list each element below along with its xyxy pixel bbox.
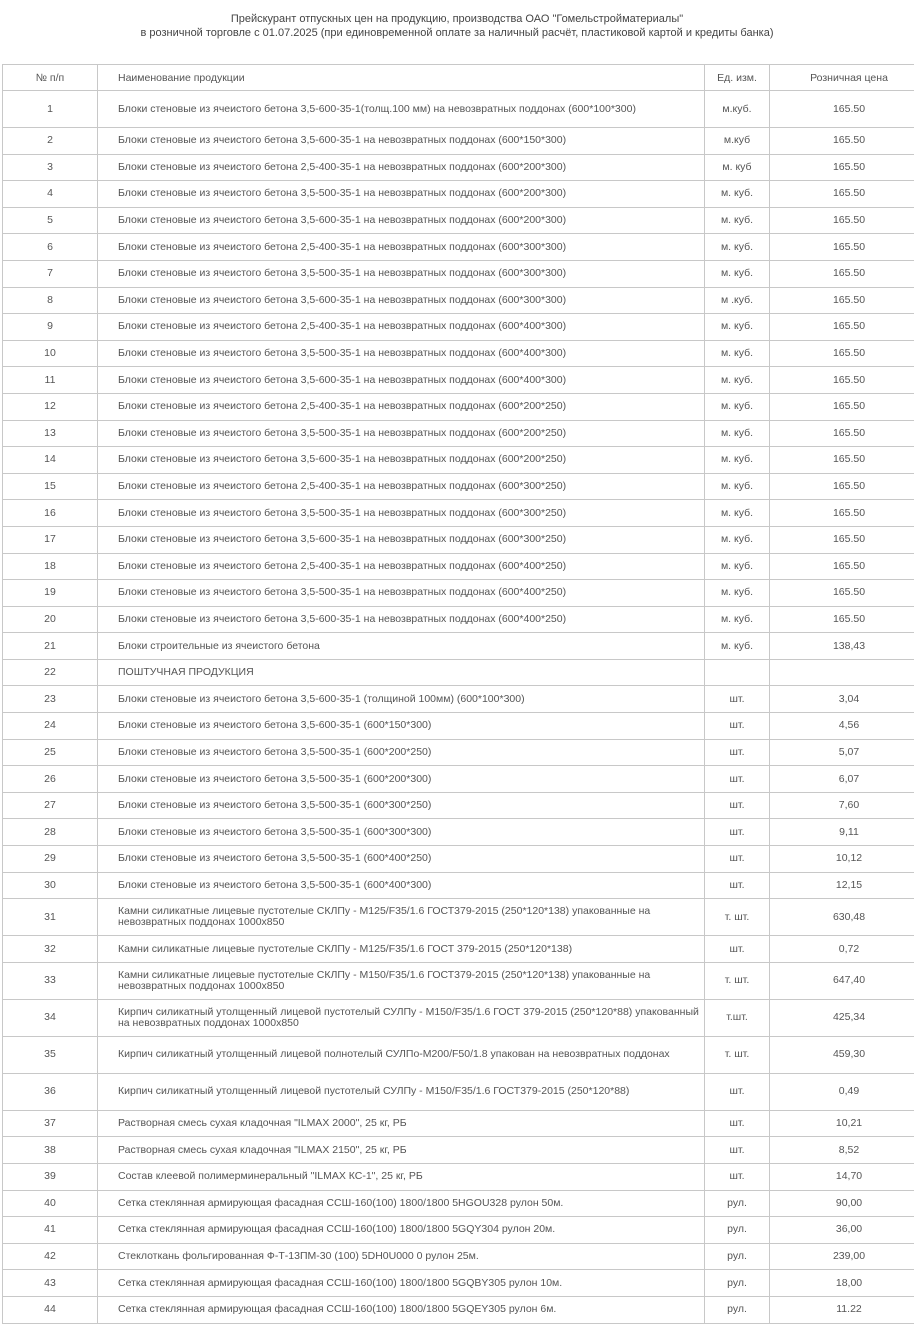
cell-num: 11 — [3, 367, 98, 394]
cell-price: 138,43 — [770, 633, 914, 660]
cell-unit: м. куб. — [705, 633, 770, 660]
table-row — [3, 1190, 914, 1217]
cell-unit: м .куб. — [705, 287, 770, 314]
cell-num: 6 — [3, 234, 98, 261]
table-row — [3, 1073, 914, 1110]
cell-unit: м. куб. — [705, 393, 770, 420]
cell-num: 19 — [3, 580, 98, 607]
header-num: № п/п — [3, 65, 98, 91]
table-row — [3, 580, 914, 607]
cell-price: 165.50 — [770, 447, 914, 474]
table-row — [3, 846, 914, 873]
page-title — [0, 12, 914, 40]
cell-price: 10,21 — [770, 1110, 914, 1137]
cell-name: Блоки стеновые из ячеистого бетона 3,5-500-35-1 на невозвратных поддонах (600*400*250) — [98, 580, 705, 607]
cell-name: Блоки стеновые из ячеистого бетона 2,5-400-35-1 на невозвратных поддонах (600*200*300) — [98, 154, 705, 181]
cell-price: 0,72 — [770, 936, 914, 963]
table-row — [3, 1217, 914, 1244]
cell-name: Блоки стеновые из ячеистого бетона 3,5-500-35-1 на невозвратных поддонах (600*300*250) — [98, 500, 705, 527]
cell-name: Кирпич силикатный утолщенный лицевой пустотелый СУЛПу - М150/F35/1.6 ГОСТ379-2015 (250*120*88) — [98, 1073, 705, 1110]
cell-num: 12 — [3, 393, 98, 420]
table-row — [3, 553, 914, 580]
table-row — [3, 420, 914, 447]
cell-price: 165.50 — [770, 500, 914, 527]
cell-unit: т. шт. — [705, 1036, 770, 1073]
table-row — [3, 1243, 914, 1270]
cell-price: 165.50 — [770, 553, 914, 580]
cell-num: 40 — [3, 1190, 98, 1217]
cell-unit: шт. — [705, 936, 770, 963]
header-name: Наименование продукции — [98, 65, 705, 91]
cell-unit: м. куб. — [705, 260, 770, 287]
cell-price: 18,00 — [770, 1270, 914, 1297]
table-header-row — [3, 65, 914, 91]
cell-name: Камни силикатные лицевые пустотелые СКЛПу - М125/F35/1.6 ГОСТ379-2015 (250*120*138) упакованные на невозвратных поддонах 1000х850 — [98, 899, 705, 936]
cell-unit: м. куб. — [705, 553, 770, 580]
cell-num: 36 — [3, 1073, 98, 1110]
cell-price: 425,34 — [770, 999, 914, 1036]
table-row — [3, 1137, 914, 1164]
cell-unit: рул. — [705, 1190, 770, 1217]
cell-unit: шт. — [705, 1137, 770, 1164]
cell-name: Блоки стеновые из ячеистого бетона 3,5-600-35-1 на невозвратных поддонах (600*200*250) — [98, 447, 705, 474]
cell-name: Стеклоткань фольгированная Ф-Т-13ПМ-30 (100) 5DH0U000 0 рулон 25м. — [98, 1243, 705, 1270]
cell-price: 459,30 — [770, 1036, 914, 1073]
cell-unit: т. шт. — [705, 899, 770, 936]
cell-price: 647,40 — [770, 962, 914, 999]
cell-unit: шт. — [705, 872, 770, 899]
cell-num: 23 — [3, 686, 98, 713]
table-row — [3, 659, 914, 686]
cell-unit: м. куб. — [705, 367, 770, 394]
table-row — [3, 314, 914, 341]
cell-unit: рул. — [705, 1270, 770, 1297]
cell-unit: м.куб — [705, 128, 770, 155]
cell-unit: м. куб. — [705, 447, 770, 474]
table-row — [3, 260, 914, 287]
cell-name: Сетка стеклянная армирующая фасадная ССШ-160(100) 1800/1800 5HGOU328 рулон 50м. — [98, 1190, 705, 1217]
cell-name: Блоки стеновые из ячеистого бетона 2,5-400-35-1 на невозвратных поддонах (600*400*300) — [98, 314, 705, 341]
cell-unit: шт. — [705, 819, 770, 846]
title-line-1: Прейскурант отпускных цен на продукцию, производства ОАО "Гомельстройматериалы" — [230, 13, 684, 25]
table-row — [3, 962, 914, 999]
cell-price: 165.50 — [770, 154, 914, 181]
cell-price: 165.50 — [770, 314, 914, 341]
cell-price: 165.50 — [770, 367, 914, 394]
cell-name: Растворная смесь сухая кладочная "ILMAX 2150", 25 кг, РБ — [98, 1137, 705, 1164]
cell-price: 630,48 — [770, 899, 914, 936]
cell-unit: м. куб. — [705, 181, 770, 208]
table-row — [3, 713, 914, 740]
cell-price: 0,49 — [770, 1073, 914, 1110]
cell-name: Блоки стеновые из ячеистого бетона 3,5-500-35-1 на невозвратных поддонах (600*400*300) — [98, 340, 705, 367]
cell-price: 14,70 — [770, 1164, 914, 1191]
cell-name: Сетка стеклянная армирующая фасадная ССШ-160(100) 1800/1800 5GQBY305 рулон 10м. — [98, 1270, 705, 1297]
cell-num: 8 — [3, 287, 98, 314]
cell-num: 4 — [3, 181, 98, 208]
cell-name: Блоки стеновые из ячеистого бетона 3,5-600-35-1 на невозвратных поддонах (600*200*300) — [98, 207, 705, 234]
cell-name: Блоки стеновые из ячеистого бетона 3,5-600-35-1 (600*150*300) — [98, 713, 705, 740]
cell-num: 39 — [3, 1164, 98, 1191]
table-row — [3, 606, 914, 633]
table-row — [3, 1110, 914, 1137]
cell-num: 22 — [3, 659, 98, 686]
cell-price: 165.50 — [770, 526, 914, 553]
cell-num: 10 — [3, 340, 98, 367]
cell-unit: рул. — [705, 1217, 770, 1244]
cell-unit: шт. — [705, 792, 770, 819]
cell-num: 1 — [3, 91, 98, 128]
cell-unit: м. куб. — [705, 500, 770, 527]
table-row — [3, 1296, 914, 1323]
cell-num: 21 — [3, 633, 98, 660]
table-row — [3, 340, 914, 367]
cell-num: 34 — [3, 999, 98, 1036]
title-line-2: в розничной торговле с 01.07.2025 (при единовременной оплате за наличный расчёт, пластиковой картой и кредиты банка) — [140, 27, 774, 39]
cell-num: 20 — [3, 606, 98, 633]
table-row — [3, 181, 914, 208]
cell-price: 6,07 — [770, 766, 914, 793]
cell-price: 90,00 — [770, 1190, 914, 1217]
cell-price: 165.50 — [770, 393, 914, 420]
cell-unit: м. куб. — [705, 526, 770, 553]
cell-price: 10,12 — [770, 846, 914, 873]
cell-price: 165.50 — [770, 420, 914, 447]
cell-name: Блоки стеновые из ячеистого бетона 3,5-500-35-1 на невозвратных поддонах (600*200*250) — [98, 420, 705, 447]
cell-unit: рул. — [705, 1296, 770, 1323]
cell-unit: рул. — [705, 1243, 770, 1270]
table-row — [3, 447, 914, 474]
cell-num: 18 — [3, 553, 98, 580]
table-row — [3, 792, 914, 819]
table-row — [3, 1164, 914, 1191]
table-row — [3, 899, 914, 936]
cell-num: 15 — [3, 473, 98, 500]
cell-num: 41 — [3, 1217, 98, 1244]
cell-unit: м. куб. — [705, 473, 770, 500]
cell-name: Блоки стеновые из ячеистого бетона 3,5-600-35-1 на невозвратных поддонах (600*300*300) — [98, 287, 705, 314]
table-row — [3, 1036, 914, 1073]
table-row — [3, 936, 914, 963]
cell-price: 239,00 — [770, 1243, 914, 1270]
cell-unit: м. куб. — [705, 580, 770, 607]
cell-unit: м. куб. — [705, 314, 770, 341]
cell-num: 7 — [3, 260, 98, 287]
table-body — [3, 91, 914, 1324]
cell-num: 42 — [3, 1243, 98, 1270]
cell-num: 33 — [3, 962, 98, 999]
cell-price: 165.50 — [770, 580, 914, 607]
cell-price: 165.50 — [770, 340, 914, 367]
cell-price: 165.50 — [770, 473, 914, 500]
cell-name: Кирпич силикатный утолщенный лицевой пустотелый СУЛПу - М150/F35/1.6 ГОСТ 379-2015 (250*120*88) упакованный на невозвратных поддонах 1000х850 — [98, 999, 705, 1036]
cell-name: Блоки стеновые из ячеистого бетона 3,5-500-35-1 (600*300*250) — [98, 792, 705, 819]
cell-name: Сетка стеклянная армирующая фасадная ССШ-160(100) 1800/1800 5GQEY305 рулон 6м. — [98, 1296, 705, 1323]
cell-num: 44 — [3, 1296, 98, 1323]
cell-price: 36,00 — [770, 1217, 914, 1244]
cell-name: Блоки стеновые из ячеистого бетона 3,5-600-35-1 на невозвратных поддонах (600*300*250) — [98, 526, 705, 553]
cell-unit — [705, 659, 770, 686]
cell-num: 37 — [3, 1110, 98, 1137]
cell-num: 25 — [3, 739, 98, 766]
table-row — [3, 872, 914, 899]
cell-price: 12,15 — [770, 872, 914, 899]
cell-num: 30 — [3, 872, 98, 899]
table-row — [3, 633, 914, 660]
cell-num: 17 — [3, 526, 98, 553]
cell-price: 165.50 — [770, 207, 914, 234]
cell-num: 27 — [3, 792, 98, 819]
cell-price: 5,07 — [770, 739, 914, 766]
cell-unit: шт. — [705, 1110, 770, 1137]
cell-price: 11.22 — [770, 1296, 914, 1323]
cell-unit: шт. — [705, 766, 770, 793]
cell-num: 2 — [3, 128, 98, 155]
cell-num: 32 — [3, 936, 98, 963]
table-row — [3, 154, 914, 181]
table-row — [3, 819, 914, 846]
cell-unit: м. куб. — [705, 234, 770, 261]
header-unit: Ед. изм. — [705, 65, 770, 91]
cell-price: 8,52 — [770, 1137, 914, 1164]
cell-name: Блоки стеновые из ячеистого бетона 3,5-500-35-1 (600*200*250) — [98, 739, 705, 766]
header-price: Розничная цена — [770, 65, 914, 91]
cell-name: Кирпич силикатный утолщенный лицевой полнотелый СУЛПо-М200/F50/1.8 упакован на невозвратных поддонах — [98, 1036, 705, 1073]
cell-price: 165.50 — [770, 128, 914, 155]
cell-num: 9 — [3, 314, 98, 341]
cell-num: 24 — [3, 713, 98, 740]
cell-num: 31 — [3, 899, 98, 936]
cell-name: Блоки стеновые из ячеистого бетона 3,5-500-35-1 на невозвратных поддонах (600*300*300) — [98, 260, 705, 287]
cell-num: 35 — [3, 1036, 98, 1073]
cell-num: 26 — [3, 766, 98, 793]
table-row — [3, 367, 914, 394]
cell-price: 165.50 — [770, 234, 914, 261]
cell-name: Блоки стеновые из ячеистого бетона 3,5-600-35-1 (толщиной 100мм) (600*100*300) — [98, 686, 705, 713]
cell-unit: м.куб. — [705, 91, 770, 128]
cell-name: Блоки стеновые из ячеистого бетона 3,5-600-35-1 на невозвратных поддонах (600*150*300) — [98, 128, 705, 155]
cell-num: 29 — [3, 846, 98, 873]
cell-name: Сетка стеклянная армирующая фасадная ССШ-160(100) 1800/1800 5GQY304 рулон 20м. — [98, 1217, 705, 1244]
cell-name: Блоки стеновые из ячеистого бетона 2,5-400-35-1 на невозвратных поддонах (600*300*250) — [98, 473, 705, 500]
cell-num: 16 — [3, 500, 98, 527]
cell-unit: м. куб — [705, 154, 770, 181]
cell-name: ПОШТУЧНАЯ ПРОДУКЦИЯ — [98, 659, 705, 686]
cell-unit: шт. — [705, 1073, 770, 1110]
cell-unit: т. шт. — [705, 962, 770, 999]
cell-name: Состав клеевой полимерминеральный "ILMAX КС-1", 25 кг, РБ — [98, 1164, 705, 1191]
cell-num: 3 — [3, 154, 98, 181]
cell-num: 38 — [3, 1137, 98, 1164]
cell-name: Камни силикатные лицевые пустотелые СКЛПу - М125/F35/1.6 ГОСТ 379-2015 (250*120*138) — [98, 936, 705, 963]
cell-name: Блоки стеновые из ячеистого бетона 3,5-500-35-1 (600*200*300) — [98, 766, 705, 793]
cell-unit: шт. — [705, 739, 770, 766]
cell-price: 7,60 — [770, 792, 914, 819]
cell-name: Блоки стеновые из ячеистого бетона 3,5-500-35-1 (600*400*300) — [98, 872, 705, 899]
cell-unit: м. куб. — [705, 340, 770, 367]
cell-price: 165.50 — [770, 181, 914, 208]
cell-unit: т.шт. — [705, 999, 770, 1036]
table-row — [3, 287, 914, 314]
cell-unit: м. куб. — [705, 207, 770, 234]
table-row — [3, 686, 914, 713]
cell-name: Блоки стеновые из ячеистого бетона 3,5-500-35-1 на невозвратных поддонах (600*200*300) — [98, 181, 705, 208]
cell-price: 165.50 — [770, 260, 914, 287]
cell-name: Блоки стеновые из ячеистого бетона 3,5-500-35-1 (600*400*250) — [98, 846, 705, 873]
table-row — [3, 1270, 914, 1297]
cell-unit: шт. — [705, 1164, 770, 1191]
cell-name: Блоки стеновые из ячеистого бетона 2,5-400-35-1 на невозвратных поддонах (600*400*250) — [98, 553, 705, 580]
table-row — [3, 473, 914, 500]
cell-name: Блоки стеновые из ячеистого бетона 3,5-600-35-1 на невозвратных поддонах (600*400*250) — [98, 606, 705, 633]
cell-name: Блоки стеновые из ячеистого бетона 2,5-400-35-1 на невозвратных поддонах (600*300*300) — [98, 234, 705, 261]
cell-unit: м. куб. — [705, 420, 770, 447]
cell-name: Блоки стеновые из ячеистого бетона 3,5-600-35-1(толщ.100 мм) на невозвратных поддонах (600*100*300) — [98, 91, 705, 128]
cell-num: 5 — [3, 207, 98, 234]
table-row — [3, 526, 914, 553]
cell-num: 13 — [3, 420, 98, 447]
cell-unit: шт. — [705, 713, 770, 740]
cell-name: Блоки строительные из ячеистого бетона — [98, 633, 705, 660]
table-row — [3, 91, 914, 128]
cell-num: 43 — [3, 1270, 98, 1297]
table-row — [3, 393, 914, 420]
price-table — [2, 64, 914, 1324]
cell-unit: м. куб. — [705, 606, 770, 633]
table-row — [3, 234, 914, 261]
table-row — [3, 128, 914, 155]
table-row — [3, 500, 914, 527]
table-row — [3, 207, 914, 234]
cell-unit: шт. — [705, 846, 770, 873]
cell-num: 28 — [3, 819, 98, 846]
cell-unit: шт. — [705, 686, 770, 713]
table-row — [3, 739, 914, 766]
cell-price: 165.50 — [770, 91, 914, 128]
cell-name: Блоки стеновые из ячеистого бетона 2,5-400-35-1 на невозвратных поддонах (600*200*250) — [98, 393, 705, 420]
cell-name: Камни силикатные лицевые пустотелые СКЛПу - М150/F35/1.6 ГОСТ379-2015 (250*120*138) упакованные на невозвратных поддонах 1000х850 — [98, 962, 705, 999]
cell-name: Блоки стеновые из ячеистого бетона 3,5-600-35-1 на невозвратных поддонах (600*400*300) — [98, 367, 705, 394]
table-row — [3, 999, 914, 1036]
cell-price: 4,56 — [770, 713, 914, 740]
cell-price — [770, 659, 914, 686]
cell-price: 165.50 — [770, 287, 914, 314]
cell-price: 9,11 — [770, 819, 914, 846]
cell-price: 3,04 — [770, 686, 914, 713]
cell-num: 14 — [3, 447, 98, 474]
cell-name: Растворная смесь сухая кладочная "ILMAX 2000", 25 кг, РБ — [98, 1110, 705, 1137]
table-row — [3, 766, 914, 793]
cell-price: 165.50 — [770, 606, 914, 633]
cell-name: Блоки стеновые из ячеистого бетона 3,5-500-35-1 (600*300*300) — [98, 819, 705, 846]
